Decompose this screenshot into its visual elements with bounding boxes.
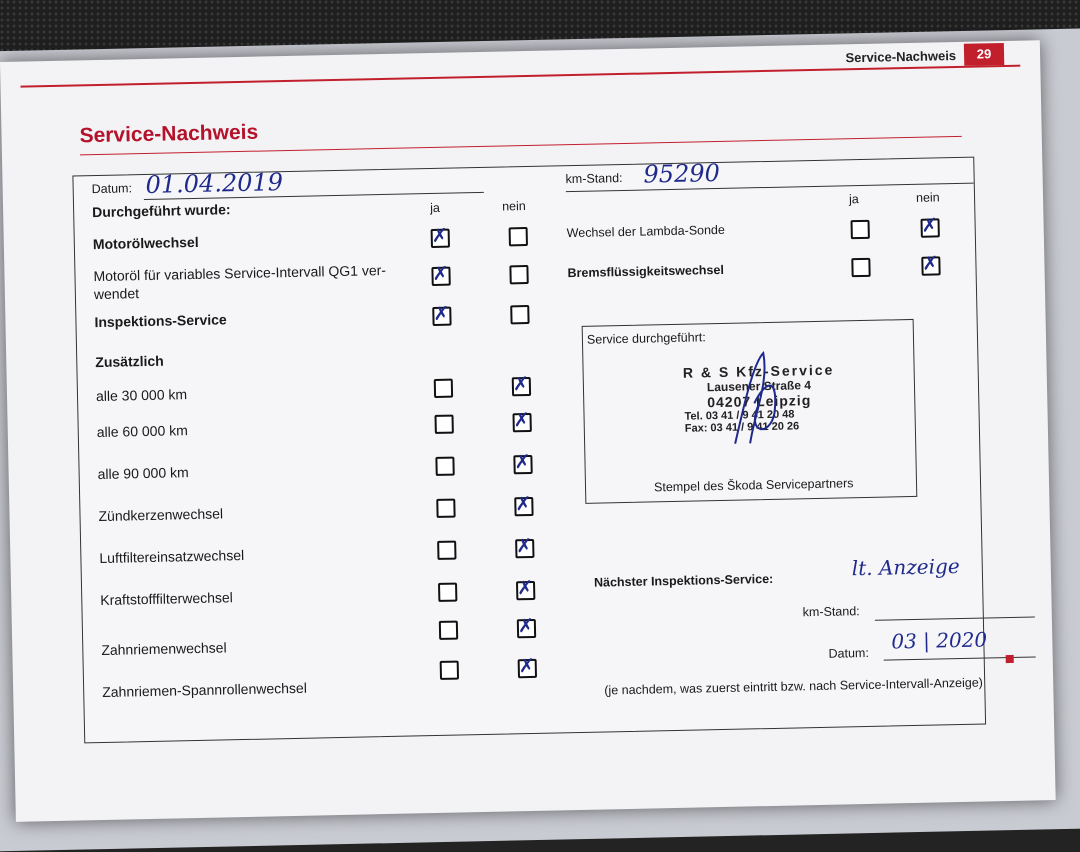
next-service-label: Nächster Inspektions-Service: (593, 571, 774, 590)
checkbox-luftfilter-nein[interactable] (515, 539, 534, 558)
col-ja-right: ja (848, 192, 859, 207)
checkbox-spannrolle-nein[interactable] (518, 659, 537, 678)
col-nein-right: nein (915, 190, 940, 205)
checkbox-inspektion-nein[interactable] (510, 305, 529, 324)
stamp-tel: Tel. 03 41 / 9 41 20 48 (684, 408, 795, 423)
checkbox-motoroel-qg1-nein[interactable] (509, 265, 528, 284)
checkbox-motoroelwechsel-nein[interactable] (509, 227, 528, 246)
next-datum-label: Datum: (828, 645, 870, 661)
checkbox-30000-ja[interactable] (434, 379, 453, 398)
checkbox-luftfilter-ja[interactable] (437, 541, 456, 560)
checkbox-spannrolle-ja[interactable] (440, 661, 459, 680)
row-label-30000: alle 30 000 km (95, 386, 188, 405)
next-km-label: km-Stand: (802, 604, 860, 620)
row-label-lambda-sonde: Wechsel der Lambda-Sonde (566, 222, 726, 241)
stamp-company: R & S Kfz-Service (682, 361, 835, 381)
row-label-bremsfluessigkeit: Bremsflüssigkeitswechsel (567, 262, 724, 281)
row-label-motoroel-qg1: Motoröl für variables Service-Intervall QG1 ver- (93, 261, 387, 285)
checkbox-lambda-nein[interactable] (920, 218, 939, 237)
checkbox-motoroel-qg1-ja[interactable] (431, 267, 450, 286)
checkbox-motoroelwechsel-ja[interactable] (431, 229, 450, 248)
checkbox-bremsfluessigkeit-nein[interactable] (921, 256, 940, 275)
col-ja-left: ja (430, 200, 441, 216)
checkbox-inspektion-ja[interactable] (432, 307, 451, 326)
checkbox-lambda-ja[interactable] (851, 220, 870, 239)
row-label-zahnriemen: Zahnriemenwechsel (101, 639, 227, 659)
checkbox-zuendkerzen-ja[interactable] (436, 499, 455, 518)
col-nein-left: nein (501, 199, 526, 214)
top-divider (566, 183, 974, 193)
checkbox-kraftstofffilter-nein[interactable] (516, 581, 535, 600)
row-label-spannrolle: Zahnriemen-Spannrollenwechsel (102, 679, 308, 700)
checkbox-90000-ja[interactable] (435, 457, 454, 476)
row-label-luftfilter: Luftfiltereinsatzwechsel (99, 546, 245, 567)
row-label-motoroelwechsel: Motorölwechsel (92, 233, 199, 253)
page-number: 29 (964, 43, 1004, 66)
checkbox-bremsfluessigkeit-ja[interactable] (851, 258, 870, 277)
service-stamp-box (582, 319, 918, 504)
checkbox-60000-nein[interactable] (512, 413, 531, 432)
header-rule (20, 65, 1020, 88)
service-durchgefuehrt-label: Service durchgeführt: (586, 330, 706, 347)
km-stand-label: km-Stand: (565, 170, 623, 187)
zusaetzlich-heading: Zusätzlich (95, 352, 164, 371)
checkbox-60000-ja[interactable] (434, 415, 453, 434)
page-title: Service-Nachweis (79, 120, 259, 148)
checkbox-zahnriemen-nein[interactable] (517, 619, 536, 638)
next-service-footnote: (je nachdem, was zuerst eintritt bzw. nach Service-Intervall-Anzeige) (604, 675, 983, 698)
checkbox-zahnriemen-ja[interactable] (439, 621, 458, 640)
checkbox-zuendkerzen-nein[interactable] (514, 497, 533, 516)
row-label-inspektions-service: Inspektions-Service (94, 311, 227, 331)
row-label-90000: alle 90 000 km (97, 464, 189, 483)
stamp-street: Lausener Straße 4 (706, 378, 812, 395)
header-section-title: Service-Nachweis (845, 47, 957, 66)
checkbox-30000-nein[interactable] (512, 377, 531, 396)
corner-mark (1006, 655, 1014, 663)
checkbox-90000-nein[interactable] (513, 455, 532, 474)
durchgefuehrt-label: Durchgeführt wurde: (91, 201, 231, 221)
stamp-fax: Fax: 03 41 / 9 41 20 26 (684, 420, 800, 435)
row-label-motoroel-qg1-cont: wendet (93, 285, 140, 303)
next-datum-value: 03 | 2020 (891, 627, 988, 654)
stamp-city: 04207 Leipzig (707, 392, 812, 411)
row-label-kraftstofffilter: Kraftstofffilterwechsel (100, 589, 233, 609)
datum-value: 01.04.2019 (145, 168, 284, 199)
datum-label: Datum: (91, 181, 133, 197)
stamp-caption: Stempel des Škoda Servicepartners (653, 476, 854, 495)
next-service-handwritten: lt. Anzeige (851, 554, 960, 581)
row-label-60000: alle 60 000 km (96, 422, 188, 441)
km-stand-value: 95290 (643, 158, 721, 189)
booklet-page (0, 40, 1056, 822)
next-km-line (875, 616, 1035, 620)
signature (723, 343, 785, 454)
checkbox-kraftstofffilter-ja[interactable] (438, 583, 457, 602)
row-label-zuendkerzen: Zündkerzenwechsel (98, 505, 224, 525)
service-form (72, 157, 986, 744)
